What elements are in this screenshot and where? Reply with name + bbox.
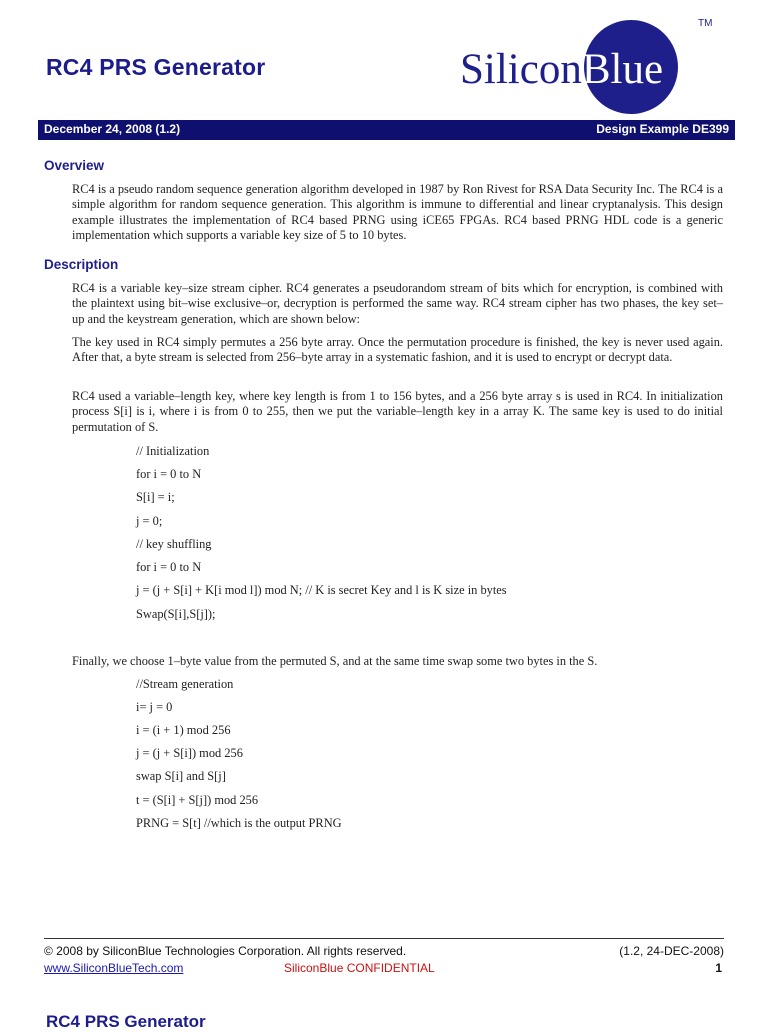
footer-divider bbox=[44, 938, 724, 939]
code-line: //Stream generation bbox=[136, 677, 234, 691]
code-line: j = (j + S[i] + K[i mod l]) mod N; // K is secret Key and l is K size in bytes bbox=[136, 583, 507, 597]
code-line: j = 0; bbox=[136, 514, 163, 528]
design-example-id: Design Example DE399 bbox=[596, 122, 729, 136]
footer-copyright: © 2008 by SiliconBlue Technologies Corporation. All rights reserved. bbox=[44, 944, 407, 958]
logo-blue-text: Blue bbox=[581, 46, 664, 93]
code-line: for i = 0 to N bbox=[136, 467, 202, 481]
code-line: // key shuffling bbox=[136, 537, 212, 551]
page-title: RC4 PRS Generator bbox=[46, 54, 266, 80]
code-line: for i = 0 to N bbox=[136, 560, 202, 574]
trademark-mark: TM bbox=[698, 18, 713, 29]
code-line: j = (j + S[i]) mod 256 bbox=[136, 746, 243, 760]
code-line: i = (i + 1) mod 256 bbox=[136, 723, 231, 737]
overview-heading: Overview bbox=[44, 158, 105, 173]
footer-confidential: SiliconBlue CONFIDENTIAL bbox=[284, 961, 435, 975]
document-date: December 24, 2008 (1.2) bbox=[44, 122, 181, 136]
footer-page-number: 1 bbox=[715, 961, 722, 975]
description-heading: Description bbox=[44, 257, 119, 272]
code-line: PRNG = S[t] //which is the output PRNG bbox=[136, 816, 342, 830]
logo-silicon-text: Silicon bbox=[460, 46, 582, 93]
header-banner bbox=[38, 120, 735, 140]
code-line: swap S[i] and S[j] bbox=[136, 769, 226, 783]
description-paragraph-1: RC4 is a variable key–size stream cipher. RC4 generates a pseudorandom stream of bits which for encryption, is combined with the plaintext using bit–wise exclusive–or, decryption is performed the same way. RC4 stream cipher has two phases, the key set–up and the keystream generation, which are shown below: bbox=[72, 281, 723, 326]
code-line: // Initialization bbox=[136, 444, 210, 458]
code-line: i= j = 0 bbox=[136, 700, 173, 714]
footer-version: (1.2, 24-DEC-2008) bbox=[619, 944, 724, 958]
description-paragraph-4: Finally, we choose 1–byte value from the permuted S, and at the same time swap some two bytes in the S. bbox=[72, 654, 598, 668]
overview-paragraph: RC4 is a pseudo random sequence generation algorithm developed in 1987 by Ron Rivest for RSA Data Security Inc. The RC4 is a simple algorithm for random sequence generation. This algorithm is immune to differential and linear cryptanalysis. This design example illustrates the implementation of RC4 based PRNG using iCE65 FPGAs. RC4 based PRNG HDL code is a generic implementation which supports a variable key size of 5 to 10 bytes. bbox=[72, 182, 723, 243]
logo-wordmark bbox=[460, 44, 663, 96]
siliconblue-logo bbox=[458, 14, 728, 114]
next-page-title: RC4 PRS Generator bbox=[46, 1012, 206, 1031]
code-line: Swap(S[i],S[j]); bbox=[136, 607, 216, 621]
code-line: S[i] = i; bbox=[136, 490, 175, 504]
code-line: t = (S[i] + S[j]) mod 256 bbox=[136, 793, 259, 807]
description-paragraph-2: The key used in RC4 simply permutes a 256 byte array. Once the permutation procedure is finished, the key is never used again. After that, a byte stream is selected from 256–byte array in a systematic fashion, and it is used to encrypt or decrypt data. bbox=[72, 335, 723, 365]
description-paragraph-3: RC4 used a variable–length key, where key length is from 1 to 156 bytes, and a 256 byte array s is used in RC4. In initialization process S[i] is i, where i is from 0 to 255, then we put the variable–length key in a array K. The same key is used to do initial permutation of S. bbox=[72, 389, 723, 434]
footer-website-link[interactable]: www.SiliconBlueTech.com bbox=[44, 961, 184, 975]
